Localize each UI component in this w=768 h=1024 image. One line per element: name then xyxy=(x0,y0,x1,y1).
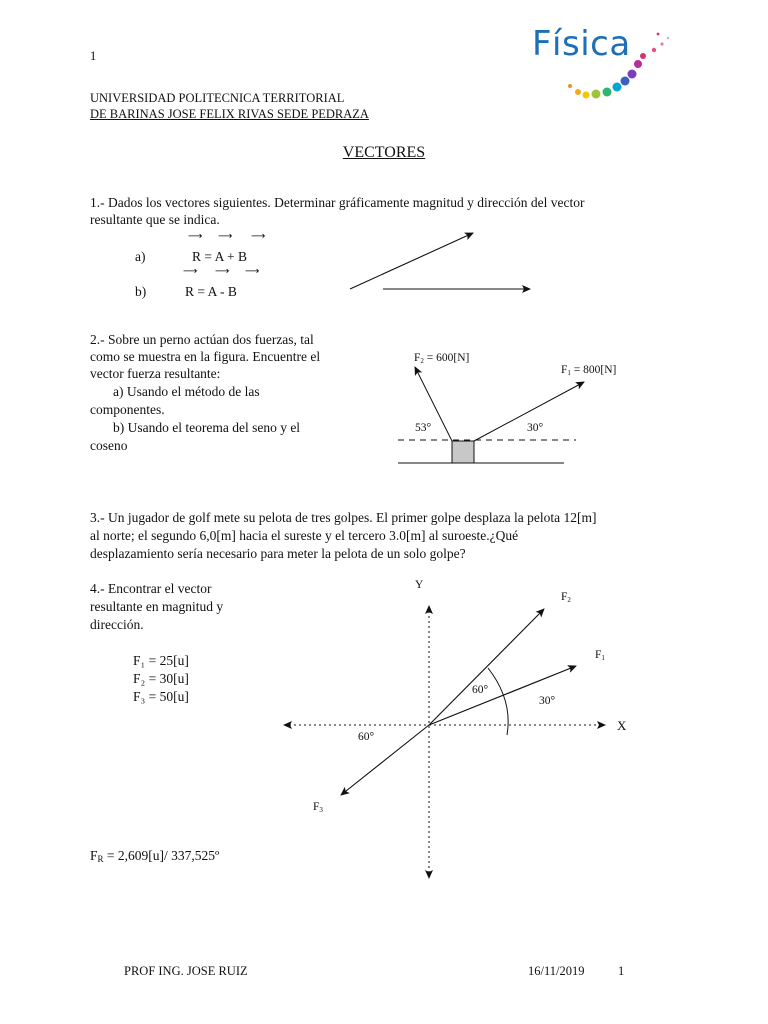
q4-force-f3: F₃ = 50[u] xyxy=(133,689,189,704)
force-f1-label: $F_1 = 800[N]$ xyxy=(561,364,617,377)
page-title: VECTORES xyxy=(342,144,426,161)
vector-a-arrow xyxy=(350,233,473,289)
q4-line-3: dirección. xyxy=(90,617,144,632)
angle-60-upper-label: 60° xyxy=(472,684,489,696)
q1-statement-line2: resultante que se indica. xyxy=(90,212,220,227)
q2-line-3: vector fuerza resultante: xyxy=(90,366,221,381)
q2-line-5: componentes. xyxy=(90,402,165,417)
fisica-logo xyxy=(530,24,680,102)
vector-arrow-mark: ⟶ xyxy=(218,231,233,242)
vector-f2-arrow xyxy=(429,609,544,725)
q1-vectors-diagram xyxy=(340,225,540,300)
footer-date: 16/11/2019 xyxy=(528,964,585,978)
vector-f3-arrow xyxy=(341,725,429,795)
q1-item-a-expression: R = A + B xyxy=(192,249,247,264)
angle-30-label: 30° xyxy=(539,695,556,707)
vector-arrow-mark: ⟶ xyxy=(251,231,266,242)
university-name-line2: DE BARINAS JOSE FELIX RIVAS SEDE PEDRAZA xyxy=(90,107,369,121)
q2-line-2: como se muestra en la figura. Encuentre el xyxy=(90,349,321,364)
force-f2-label: $F_2 = 600[N]$ xyxy=(414,352,470,365)
q2-line-1: 2.- Sobre un perno actúan dos fuerzas, tal xyxy=(90,332,314,347)
q3-statement-line2: al norte; el segundo 6,0[m] hacia el sureste y el tercero 3.0[m] al suroeste.¿Qué xyxy=(90,528,519,543)
vector-arrow-mark: ⟶ xyxy=(183,266,198,277)
q1-item-a-label: a) xyxy=(135,249,146,264)
footer-page-number: 1 xyxy=(618,964,625,978)
q3-statement-line1: 3.- Un jugador de golf mete su pelota de tres golpes. El primer golpe desplaza la pelota 12[m] xyxy=(90,510,597,525)
q2-line-7: coseno xyxy=(90,438,128,453)
q4-vector-diagram xyxy=(278,600,618,885)
bolt-block xyxy=(452,441,474,463)
vector-arrow-mark: ⟶ xyxy=(245,266,260,277)
q4-result: $F_R = 2,609[u]/$ 337,525º xyxy=(90,848,220,864)
logo-text: Física xyxy=(532,24,631,64)
footer-author: PROF ING. JOSE RUIZ xyxy=(124,964,248,978)
vector-arrow-mark: ⟶ xyxy=(215,266,230,277)
q4-force-f2: F₂ = 30[u] xyxy=(133,671,189,686)
vector-f1-label: $F_1$ xyxy=(595,649,605,662)
angle-60-lower-label: 60° xyxy=(358,731,375,743)
q3-statement-line3: desplazamiento sería necesario para meter la pelota de un solo golpe? xyxy=(90,546,466,561)
q2-line-6: b) Usando el teorema del seno y el xyxy=(113,420,301,435)
vector-f2-label: $F_2$ xyxy=(561,591,571,604)
x-axis-label: X xyxy=(617,718,627,733)
vector-arrow-mark: ⟶ xyxy=(188,231,203,242)
page-number-top: 1 xyxy=(90,49,97,63)
q1-item-b-expression: R = A - B xyxy=(185,284,237,299)
q4-line-1: 4.- Encontrar el vector xyxy=(90,581,212,596)
angle-53-label: 53° xyxy=(415,422,432,434)
q4-force-f1: F₁ = 25[u] xyxy=(133,653,189,668)
q1-item-b-label: b) xyxy=(135,284,147,299)
university-name-line1: UNIVERSIDAD POLITECNICA TERRITORIAL xyxy=(90,91,345,105)
vector-f3-label: $F_3$ xyxy=(313,801,323,814)
angle-30-label: 30° xyxy=(527,422,544,434)
logo-dots-icon xyxy=(530,24,680,102)
q2-line-4: a) Usando el método de las xyxy=(113,384,260,399)
y-axis-label: Y xyxy=(415,579,424,591)
q1-statement-line1: 1.- Dados los vectores siguientes. Determinar gráficamente magnitud y dirección del vector xyxy=(90,195,585,210)
q4-line-2: resultante en magnitud y xyxy=(90,599,224,614)
